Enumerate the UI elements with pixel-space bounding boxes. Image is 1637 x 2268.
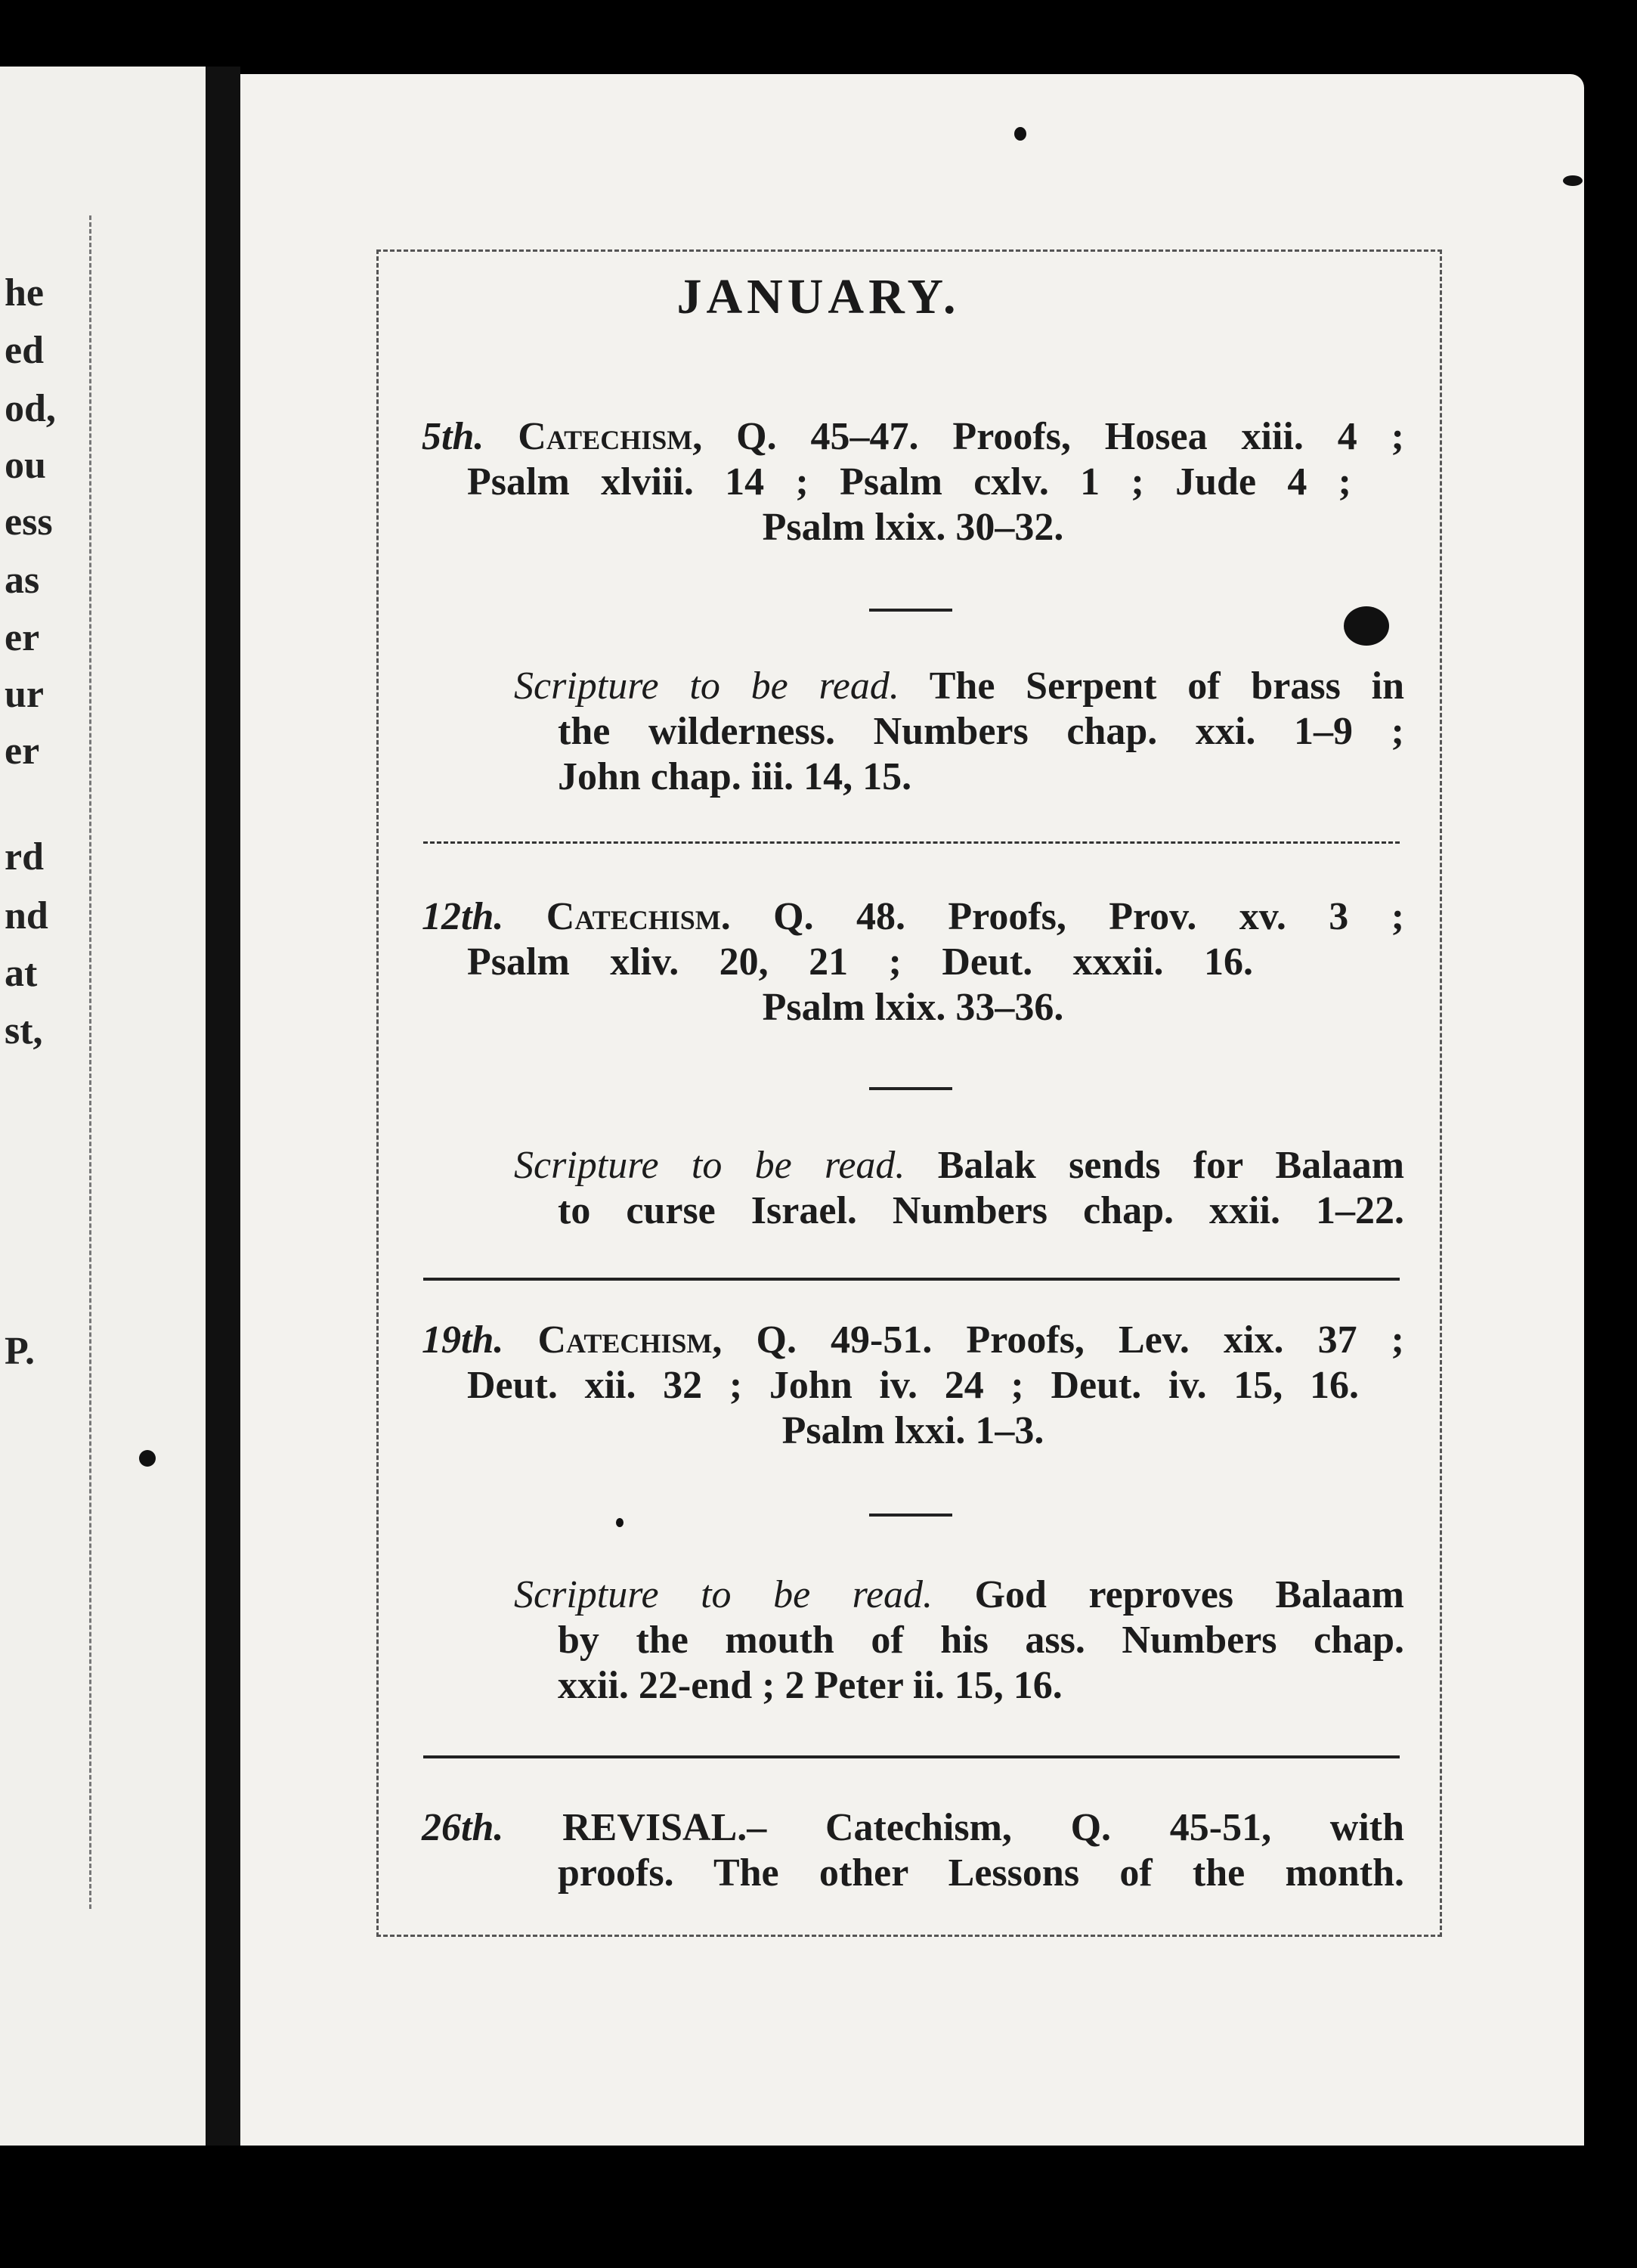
entry-proofs: , Q. 45–47. Proofs, Hosea xiii. 4 ; xyxy=(692,415,1404,458)
reading-line: xxii. 22-end ; 2 Peter ii. 15, 16. xyxy=(558,1664,1063,1707)
scripture-label: Scripture to be read. xyxy=(514,665,899,708)
ink-speck xyxy=(616,1518,624,1527)
previous-page-fragment: ess xyxy=(5,500,53,544)
book-spine-gutter xyxy=(206,67,240,2146)
previous-page-fragment: er xyxy=(5,616,40,659)
entry-line xyxy=(422,1318,1404,1363)
catechism-label: Catechism xyxy=(518,415,693,458)
revisal-entry-26th xyxy=(422,1805,1404,1896)
entry-line xyxy=(422,414,1404,460)
reading-line xyxy=(514,1572,1404,1618)
entry-line: Psalm xliv. 20, 21 ; Deut. xxxii. 16. xyxy=(467,940,1253,984)
revisal-text: – Catechism, Q. 45-51, with xyxy=(747,1806,1405,1849)
entry-line: Psalm lxxi. 1–3. xyxy=(781,1409,1044,1452)
previous-page-fragment: st, xyxy=(5,1009,43,1052)
previous-page-fragment: he xyxy=(5,271,44,314)
entry-line: Psalm lxix. 33–36. xyxy=(762,986,1064,1029)
scripture-label: Scripture to be read. xyxy=(514,1144,905,1187)
reading-line xyxy=(514,1143,1404,1188)
entry-date: 19th. xyxy=(422,1318,504,1362)
page-title: JANUARY. xyxy=(676,269,961,324)
entry-line: Psalm lxix. 30–32. xyxy=(762,506,1064,549)
section-divider xyxy=(423,1278,1400,1281)
section-divider xyxy=(423,1755,1400,1758)
reading-line: John chap. iii. 14, 15. xyxy=(558,755,912,798)
lesson-entry-19th xyxy=(422,1318,1404,1454)
previous-page-fragment: rd xyxy=(5,835,44,878)
previous-page-fragment: at xyxy=(5,952,38,995)
short-rule xyxy=(869,1514,952,1517)
lesson-entry-12th xyxy=(422,894,1404,1030)
scripture-label: Scripture to be read. xyxy=(514,1573,933,1616)
previous-page-fragment: ou xyxy=(5,444,46,487)
previous-page-fragment: ur xyxy=(5,673,44,716)
catechism-label: Catechism xyxy=(546,895,721,938)
previous-page-fragment: nd xyxy=(5,894,48,937)
previous-page-fragment: ed xyxy=(5,329,44,372)
scripture-reading-19th xyxy=(514,1572,1404,1709)
revisal-label: REVISAL. xyxy=(562,1806,747,1849)
scripture-reading-12th xyxy=(514,1143,1404,1234)
short-rule xyxy=(869,1087,952,1090)
previous-page-fragment: er xyxy=(5,730,40,773)
reading-line: the wilderness. Numbers chap. xxi. 1–9 ; xyxy=(558,710,1404,753)
catechism-label: Catechism xyxy=(537,1318,713,1362)
entry-line: Deut. xii. 32 ; John iv. 24 ; Deut. iv. 15, 16. xyxy=(467,1364,1359,1407)
reading-text: Balak sends for Balaam xyxy=(937,1144,1405,1187)
previous-page-fragment: od, xyxy=(5,387,56,430)
previous-page-fragment: as xyxy=(5,559,40,602)
entry-date: 5th. xyxy=(422,415,484,458)
lesson-entry-5th xyxy=(422,414,1404,550)
ink-speck xyxy=(1014,127,1026,141)
section-divider xyxy=(423,841,1400,844)
entry-proofs: . Q. 48. Proofs, Prov. xv. 3 ; xyxy=(720,895,1405,938)
entry-date: 12th. xyxy=(422,895,504,938)
reading-line xyxy=(514,664,1404,709)
reading-line: to curse Israel. Numbers chap. xxii. 1–22. xyxy=(558,1189,1404,1232)
previous-page-fragment: P. xyxy=(5,1330,35,1373)
entry-line: Psalm xlviii. 14 ; Psalm cxlv. 1 ; Jude 4 ; xyxy=(467,460,1351,503)
ink-blot xyxy=(1344,606,1389,646)
entry-line xyxy=(422,894,1404,940)
reading-text: God reproves Balaam xyxy=(974,1573,1404,1616)
entry-proofs: , Q. 49-51. Proofs, Lev. xix. 37 ; xyxy=(712,1318,1404,1362)
reading-line: by the mouth of his ass. Numbers chap. xyxy=(558,1619,1404,1662)
entry-line xyxy=(422,1805,1404,1851)
short-rule xyxy=(869,609,952,612)
ink-speck xyxy=(1563,175,1583,186)
ink-speck xyxy=(139,1450,156,1467)
entry-line: proofs. The other Lessons of the month. xyxy=(558,1851,1404,1895)
entry-date: 26th. xyxy=(422,1806,504,1849)
scripture-reading-5th xyxy=(514,664,1404,800)
reading-text: The Serpent of brass in xyxy=(929,665,1405,708)
